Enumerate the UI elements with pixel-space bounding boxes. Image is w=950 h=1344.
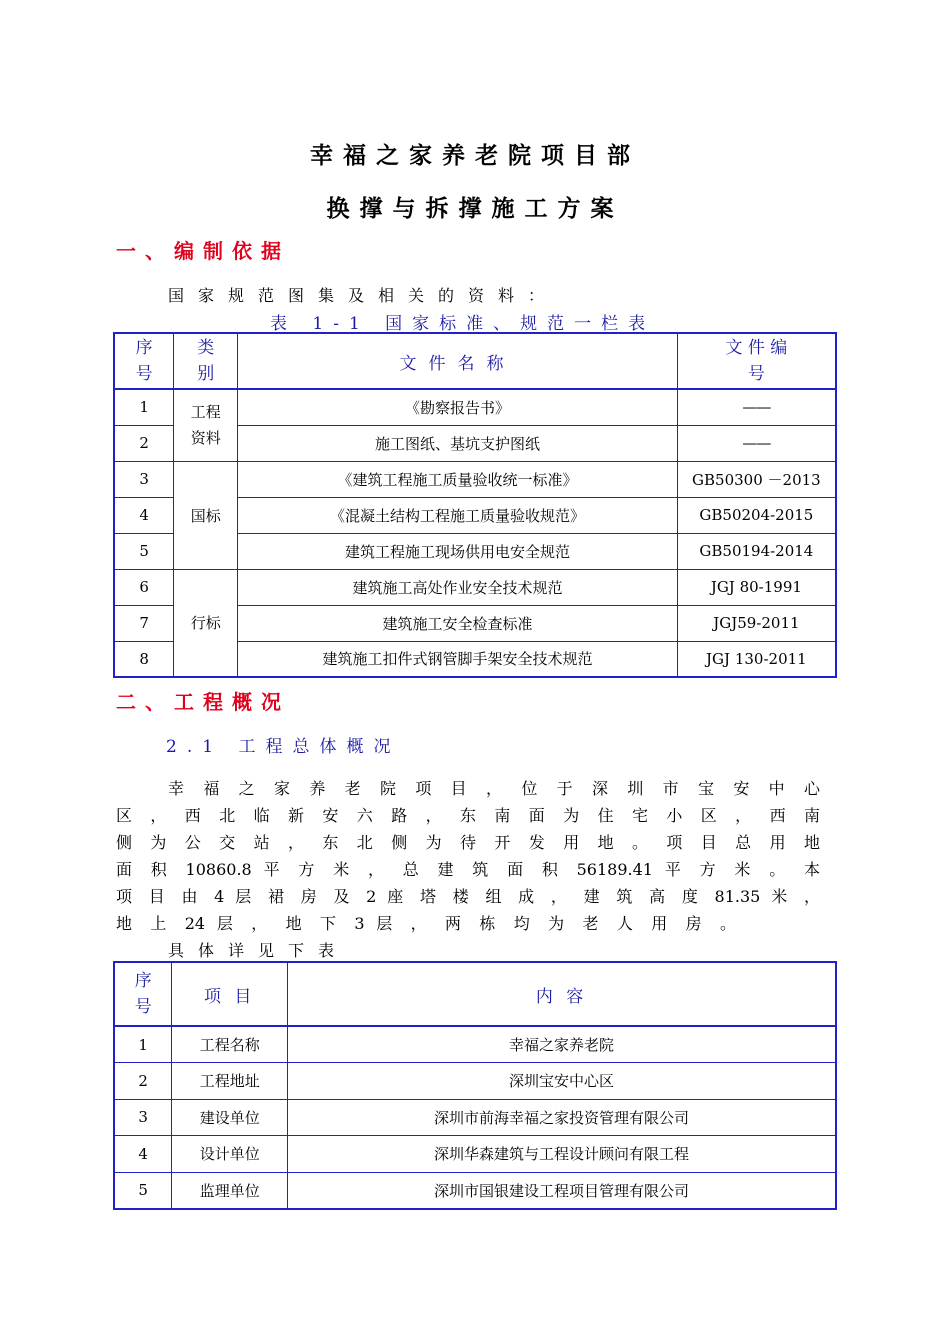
file-name: 施工图纸、基坑支护图纸 — [238, 425, 678, 461]
overview-line: 面 积 10860.8 平 方 米 ， 总 建 筑 面 积 56189.41 平 方 米 。 本 — [116, 860, 820, 879]
overview-note: 具体详见下表 — [168, 941, 349, 960]
row-content: 深圳市前海幸福之家投资管理有限公司 — [288, 1099, 836, 1136]
row-content: 深圳宝安中心区 — [288, 1063, 836, 1100]
file-name: 建筑施工扣件式钢管脚手架安全技术规范 — [238, 641, 678, 677]
category-cell: 工程 资料 — [174, 389, 238, 461]
file-code: —— — [677, 389, 836, 425]
row-no: 6 — [114, 569, 174, 605]
file-code: JGJ 130-2011 — [677, 641, 836, 677]
row-content: 幸福之家养老院 — [288, 1026, 836, 1063]
table-row — [114, 389, 836, 425]
table-row — [114, 1172, 836, 1209]
table-row — [114, 1063, 836, 1100]
row-no: 2 — [114, 425, 174, 461]
row-item: 监理单位 — [172, 1172, 288, 1209]
overview-line: 侧 为 公 交 站 ， 东 北 侧 为 待 开 发 用 地 。 项 目 总 用 地 — [116, 833, 820, 852]
header-no: 序 号 — [114, 333, 174, 389]
file-code: GB50194-2014 — [677, 533, 836, 569]
table-row — [114, 1099, 836, 1136]
row-no: 7 — [114, 605, 174, 641]
table-row — [114, 569, 836, 605]
file-code: GB50204-2015 — [677, 497, 836, 533]
file-name: 《混凝土结构工程施工质量验收规范》 — [238, 497, 678, 533]
title-line-1: 幸福之家养老院项目部 — [310, 143, 640, 169]
row-no: 1 — [114, 389, 174, 425]
row-content: 深圳华森建筑与工程设计顾问有限工程 — [288, 1136, 836, 1173]
file-code: GB50300 －2013 — [677, 461, 836, 497]
file-code: JGJ 80-1991 — [677, 569, 836, 605]
category-cell: 国标 — [174, 461, 238, 569]
overview-line: 区 ， 西 北 临 新 安 六 路 ， 东 南 面 为 住 宅 小 区 ， 西 南 — [116, 806, 820, 825]
header-file-name: 文件名称 — [238, 333, 678, 389]
table1-caption: 表 1-1 国家标准、规范一栏表 — [270, 314, 656, 334]
file-name: 《勘察报告书》 — [238, 389, 678, 425]
row-item: 工程名称 — [172, 1026, 288, 1063]
row-no: 3 — [114, 461, 174, 497]
row-content: 深圳市国银建设工程项目管理有限公司 — [288, 1172, 836, 1209]
row-item: 建设单位 — [172, 1099, 288, 1136]
header-no: 序 号 — [114, 962, 172, 1026]
row-no: 8 — [114, 641, 174, 677]
project-info-table — [113, 961, 837, 1210]
row-item: 设计单位 — [172, 1136, 288, 1173]
file-name: 建筑施工安全检查标准 — [238, 605, 678, 641]
overview-line: 地 上 24 层 ， 地 下 3 层 ， 两 栋 均 为 老 人 用 房 。 — [116, 914, 736, 933]
standards-table — [113, 332, 837, 678]
file-name: 建筑工程施工现场供用电安全规范 — [238, 533, 678, 569]
row-no: 1 — [114, 1026, 172, 1063]
file-name: 《建筑工程施工质量验收统一标准》 — [238, 461, 678, 497]
header-file-code: 文 件 编 号 — [677, 333, 836, 389]
row-no: 5 — [114, 533, 174, 569]
file-code: JGJ59-2011 — [677, 605, 836, 641]
table-row — [114, 1136, 836, 1173]
title-line-2: 换撑与拆撑施工方案 — [326, 196, 624, 222]
row-no: 4 — [114, 1136, 172, 1173]
overview-line: 幸 福 之 家 养 老 院 项 目 ， 位 于 深 圳 市 宝 安 中 心 — [168, 779, 820, 798]
section2-subheading: 2.1 工程总体概况 — [166, 737, 401, 757]
table-row — [114, 1026, 836, 1063]
table-row — [114, 461, 836, 497]
row-no: 2 — [114, 1063, 172, 1100]
file-name: 建筑施工高处作业安全技术规范 — [238, 569, 678, 605]
file-code: —— — [677, 425, 836, 461]
header-category: 类 别 — [174, 333, 238, 389]
category-cell: 行标 — [174, 569, 238, 677]
row-no: 3 — [114, 1099, 172, 1136]
header-content: 内 容 — [288, 962, 836, 1026]
section2-heading: 二、工程概况 — [116, 690, 290, 714]
row-no: 4 — [114, 497, 174, 533]
overview-line: 项 目 由 4 层 裙 房 及 2 座 塔 楼 组 成 ， 建 筑 高 度 81.35 米 ， — [116, 887, 820, 906]
header-item: 项 目 — [172, 962, 288, 1026]
row-no: 5 — [114, 1172, 172, 1209]
section1-heading: 一、编制依据 — [116, 239, 290, 263]
section1-intro: 国家规范图集及相关的资料： — [168, 286, 559, 305]
row-item: 工程地址 — [172, 1063, 288, 1100]
